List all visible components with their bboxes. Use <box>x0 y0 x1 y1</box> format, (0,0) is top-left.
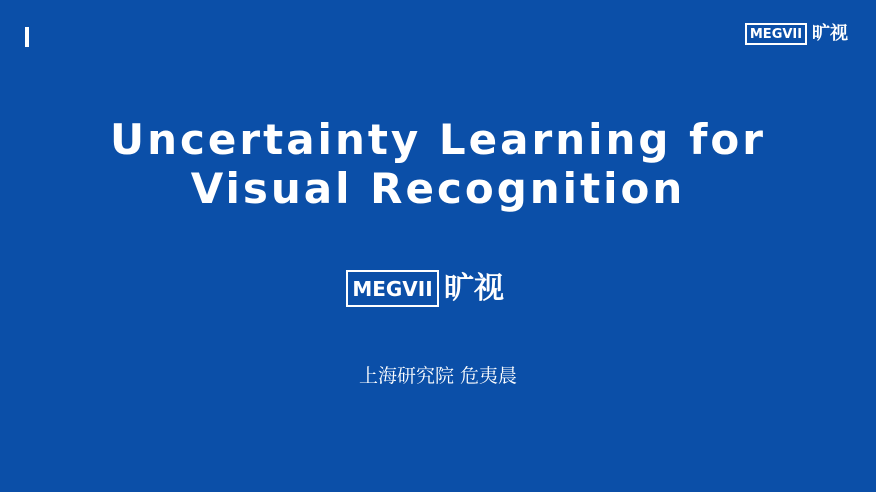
megvii-logo-text-box: MEGVII <box>745 23 807 45</box>
corner-accent-bar <box>25 27 29 47</box>
author-affiliation: 上海研究院 危夷晨 <box>358 365 518 387</box>
slide-title-line-1: Uncertainty Learning for <box>110 115 766 164</box>
megvii-logo-text-box: MEGVII <box>346 270 439 307</box>
megvii-logo-chinese: 旷视 <box>444 270 504 306</box>
megvii-logo-top-right <box>745 23 848 45</box>
megvii-logo-chinese: 旷视 <box>812 23 848 44</box>
slide-title <box>0 115 876 213</box>
megvii-logo-center <box>346 270 504 307</box>
slide-title-line-2: Visual Recognition <box>190 164 686 213</box>
